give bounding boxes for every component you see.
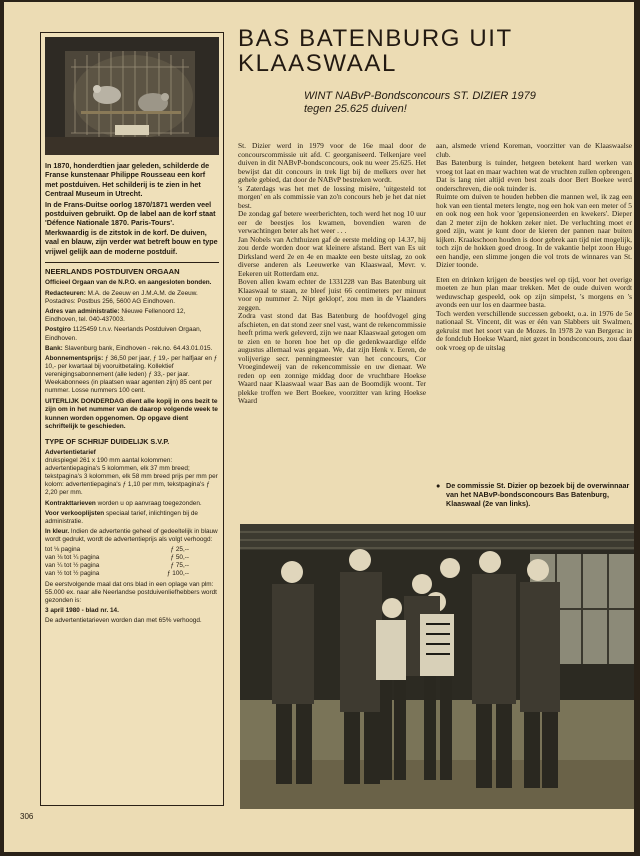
colophon-label: Abonnementsprijs: [45,354,104,362]
colophon-item [45,290,219,306]
color-text: Indien de advertentie geheel of gedeeltelijk in blauw wordt gedrukt, wordt de advertentieprijs als volgt verhoogd: [45,527,218,543]
colophon [45,290,219,395]
ad-heading: Advertentietarief [45,449,96,456]
colophon-text: M.A. de Zeeuw en J.M.A.M. de Zeeuw. Postadres: Postbus 256, 5600 AG Eindhoven. [45,290,198,306]
masthead-subtitle: Officieel Orgaan van de N.P.O. en aangesloten bonden. [45,279,212,287]
caption-paragraph: In 1870, honderdtien jaar geleden, schilderde de Franse kunstenaar Philippe Rousseau een korf met postduiven. Het schilderij is te zien in het Centraal Museum in Utrecht. [45,161,210,199]
ad-rates [45,449,219,544]
color-block [45,528,219,544]
rate-price: ƒ 100,-- [166,570,189,578]
painting-photo [45,37,219,155]
article-paragraph: Ruimte om duiven te houden hebben die mannen wel, ik zag een hok van een tiental meters lengte, nog een hok van een meter of 5 en ook nog een hok voor 'gepensioneerden en kwekers'. Dieper dan 2 meter zijn de hokken zeker niet. De verluchting moet er goed zijn, want je kunt door de kieren der pannen naar buiten kijken. Kraakschoon houden is door gebrek aan tijd niet mogelijk, toch zijn de hokken goed droog. In de vakantie helpt zoon Hugo een handje, een slimme jongen die vol trots de winnares van St. Dizier toonde. [436,192,632,269]
article-paragraph: Toch werden verschillende successen geboekt, o.a. in 1976 de 5e nationaal St. Vincent, dit was er één van Slabbers uit Swalmen, gekruist met het soort van de Mozes. In 1978 2e van Bergerac in de fondclub Hoekse Waard, niet gezet in bondsconcours, zou daar ook vroeg op de uitslag [436,308,632,352]
article-paragraph: St. Dizier werd in 1979 voor de 16e maal door de concourscommissie uit afd. C georganiseerd. Telkenjare veel duiven in dit NABvP-bondsconcours, ook nu weer 25.625. Het bewijst dat dit concours in trek ligt bij de melkers over het gehele gebied, dat door de NABvP bestreken wordt. [238,141,426,184]
rate-row [45,546,219,554]
group-photo-image [240,524,634,809]
colophon-label: Postgiro [45,326,71,334]
rate-range: van ⅛ tot ¼ pagina [45,554,100,562]
contract-block [45,500,219,508]
rate-row [45,562,219,570]
rate-price: ƒ 25,-- [170,546,189,554]
rate-price: ƒ 50,-- [170,554,189,562]
colophon-item [45,345,219,353]
article-paragraph: Eten en drinken krijgen de beestjes wel op tijd, voor het overige moeten ze hun plan maar trekken. Met de oude duiven wordt weduwschap gespeeld, ook op zijn simpelst, 's morgens en 's avonds een uur los en daarmee basta. [436,274,632,309]
article-paragraph: Zodra vast stond dat Bas Batenburg de hoofdvogel ging afschieten, en dat stond zeer snel vast, want de rekencommissie heeft prima werk geleverd, zijn we naar Klaaswaal getogen om te zien en te horen hoe het op die gedenkwaardige elfde augustus allemaal was gegaan. We, dat zijn Henk v. Eeren, de volijverige secr. penningmeester van het concours, Cor Vroegindeweij van de rekencommissie en uw dienaar. We reden op een zonnige middag door de vruchtbare Hoekse Waard naar Klaaswaal waar Bas aan de Boomdijk woont. Ter plekke troffen we Bert Boekee, voorzitter van kring Hoekse Waard [238,311,426,405]
subtitle-line: WINT NABvP-Bondsconcours ST. DIZIER 1979 [304,90,536,102]
next-issue-date [45,607,219,615]
colophon-text: Nieuwe Fellenoord 12, Eindhoven, tel. 040-437003. [45,308,186,324]
article-subtitle [304,90,624,116]
article-paragraph: De zondag gaf betere weerberichten, toch werd het nog 10 uur eer de beestjes los kwamen, bovendien waren de verwachtingen beter als het weer . . . [238,209,426,235]
magazine-page [4,2,634,852]
colophon-label: Adres van administratie: [45,308,120,316]
article-column-1 [238,142,426,406]
contract-text: worden u op aanvraag toegezonden. [95,499,202,507]
rate-range: van ¼ tot ½ pagina [45,562,100,570]
photo-caption [436,482,632,508]
colophon-label: Redacteuren: [45,290,86,298]
group-photo [240,524,634,809]
pigeon-cage-image [45,37,219,155]
colophon-text: Slavenburg bank, Eindhoven - rek.no. 64.43.01.015. [62,344,213,352]
rate-range: van ½ tot ½ pagina [45,570,100,578]
colophon-text: ƒ 36,50 per jaar, ƒ 19,- per halfjaar en ƒ 10,- per kwartaal bij vooruitbetaling. Kollektief verenigingsabonnement (alle leden) ƒ 33,- per jaar. Weekabonnees (in plaatsen waar agenten zijn) 85 cent per nummer. Losse nummers 100 cent. [45,354,218,395]
rate-price: ƒ 75,-- [170,562,189,570]
article-paragraph: 's Zaterdags was het met de lossing misère, 'uitgesteld tot morgen' en als commissie van zo'n concours heb je het dat niet best. [238,183,426,210]
contract-heading: Kontrakttarieven [45,499,96,507]
deadline-notice: UITERLIJK DONDERDAG dient alle kopij in ons bezit te zijn om in het nummer van de daarop volgende week te kunnen worden opgenomen. Op opgave dient schriftelijk te geschieden. [45,398,218,430]
photo-caption-text: De commissie St. Dizier op bezoek bij de overwinnaar van het NABvP-bondsconcours Bas Batenburg, Klaaswaal (2e van links). [446,481,630,508]
colophon-item [45,355,219,395]
article-title [238,26,618,76]
article-column-2 [436,142,632,352]
ad-rates-block [45,449,219,498]
subtitle-line: tegen 25.625 duiven! [304,103,407,115]
rate-row [45,554,219,562]
next-issue-date-text: 3 april 1980 - blad nr. 14. [45,607,119,615]
colophon-text: 1125459 t.n.v. Neerlands Postduiven Orgaan, Eindhoven. [45,326,202,342]
next-issue [45,581,219,625]
sidebar-box [40,32,224,806]
title-line: BAS BATENBURG UIT [238,25,513,52]
next-issue-text: De eerstvolgende maal dat ons blad in een oplage van plm: 55.000 ex. naar alle Neerlandse postduivenliefhebbers wordt gezonden is: [45,581,217,605]
pres-text: speciaal tarief, inlichtingen bij de administratie. [45,509,198,525]
pres-block [45,510,219,526]
article-paragraph: Jan Nobels van Achthuizen gaf de eerste melding op 14.37, hij zou derde worden door wat kleinere afstand. Bert van Es uit Dirksland werd 2e en 4e en maakte een beste uitslag, zo ook diverse anderen als Leeuwerke van Klaaswaal, Mevr. v. Eekeren uit Rotterdam enz. [238,234,426,278]
next-issue-note: De advertentietarieven worden dan met 65% verhoogd. [45,617,202,625]
article-paragraph: Bas Batenburg is tuinder, hetgeen betekent hard werken van vroeg tot laat en maar wachten wat de vruchten zullen opbrengen. Dat is lang niet altijd even best zoals door Bert Boekee werd onderschreven, die ook tuinder is. [436,158,632,193]
article-paragraph: Boven allen kwam echter de 1331228 van Bas Batenburg uit Klaaswaal te staan, ze bleef juist 66 centimeters per minuut voor op nummer 2. Nipt geklopt', zou men in de Vlaanders zeggen. [238,277,426,312]
colophon-label: Bank: [45,344,63,352]
color-heading: In kleur. [45,527,70,535]
title-line: KLAASWAAL [238,50,397,77]
type-heading: TYPE OF SCHRIJF DUIDELIJK S.V.P. [45,437,170,446]
rate-row [45,570,219,578]
colophon-item [45,326,219,342]
rate-table [45,546,219,578]
ad-text: drukspiegel 261 x 190 mm aantal kolommen: advertentiepagina's 5 kolommen, elk 37 mm breed; tekstpagina's 3 kolommen, elk 58 mm breed prijs per mm per kolom: advertentiepagina's ƒ 1,10 per mm, tekstpagina's ƒ 2,20 per mm. [45,457,218,497]
colophon-item [45,308,219,324]
rate-range: tot ⅛ pagina [45,546,81,554]
pres-heading: Voor verkooplijsten [45,509,105,517]
article-paragraph: aan, alsmede vriend Koreman, voorzitter van de Klaaswaalse club. [436,141,632,159]
painting-caption [45,161,219,256]
page-number: 306 [20,812,34,821]
caption-paragraph: In de Frans-Duitse oorlog 1870/1871 werden veel postduiven gebruikt. Op de label aan de korf staat 'Défence Nationale 1870. Paris-Tours'. Merkwaardig is de zitstok in de korf. De duiven, vaal en blauw, zijn verder wat betreft bouw en type vrijwel gelijk aan de moderne postduif. [45,199,218,256]
masthead-title: NEERLANDS POSTDUIVEN ORGAAN [45,267,180,277]
divider [45,262,219,263]
bullet-icon: ● [436,481,441,490]
